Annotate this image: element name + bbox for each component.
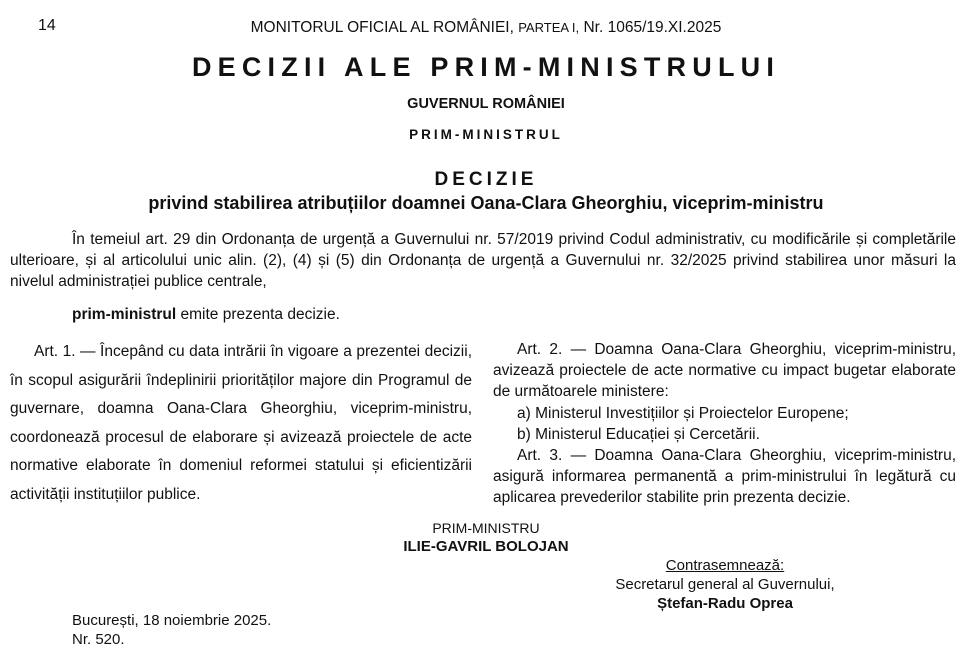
- decision-title: DECIZIE: [434, 169, 538, 190]
- preamble: În temeiul art. 29 din Ordonanța de urgență a Guvernului nr. 57/2019 privind Codul administrativ, cu modificările și completările ulterioare, și al articolului unic alin. (2), (4) și (5) din Ordonanța de urgență a Guvernului nr. 32/2025 privind stabilirea unor măsuri la nivelul administrației publice centrale,: [10, 231, 956, 290]
- right-column: [493, 339, 956, 509]
- decision-number: Nr. 520.: [72, 631, 125, 648]
- section-title: DECIZII ALE PRIM-MINISTRULUI: [191, 52, 781, 82]
- office-heading: PRIM-MINISTRUL: [409, 127, 563, 142]
- government-heading: GUVERNUL ROMÂNIEI: [407, 96, 565, 112]
- countersign-name: Ștefan-Radu Oprea: [657, 595, 793, 612]
- article-2-item-b: b) Ministerul Educației și Cercetării.: [517, 425, 760, 443]
- signature-name: ILIE-GAVRIL BOLOJAN: [403, 538, 569, 555]
- footer-block: [72, 611, 271, 649]
- publication-issue: Nr. 1065/19.XI.2025: [583, 19, 722, 36]
- countersign-label: Contrasemnează:: [665, 557, 785, 574]
- issuer-rest: emite prezenta decizie.: [176, 306, 340, 323]
- issuing-clause: [72, 306, 340, 324]
- article-3: Art. 3. — Doamna Oana-Clara Gheorghiu, viceprim-ministru, asigură informarea permanentă a prim-ministrului în legătură cu aplicarea prevederilor stabilite prin prezenta decizie.: [493, 447, 956, 507]
- decision-subtitle: privind stabilirea atribuțiilor doamnei Oana-Clara Gheorghiu, viceprim-ministru: [148, 193, 824, 213]
- countersign-block: [560, 556, 890, 613]
- running-header: [0, 19, 972, 37]
- article-1: Art. 1. — Începând cu data intrării în vigoare a prezentei decizii, în scopul asigurării îndeplinirii priorităților majore din Programul de guvernare, doamna Oana-Clara Gheorghiu, viceprim-ministru, coordonează procesul de elaborare și avizează proiectele de acte normative elaborate în domeniul reformei statului și eficientizării activității instituțiilor publice.: [10, 343, 472, 503]
- place-date: București, 18 noiembrie 2025.: [72, 612, 272, 629]
- page-number: 14: [38, 17, 56, 34]
- countersign-role: Secretarul general al Guvernului,: [615, 576, 835, 593]
- article-2-item-a: a) Ministerul Investițiilor și Proiectelor Europene;: [517, 404, 849, 422]
- publication-part: PARTEA I,: [518, 20, 580, 35]
- publication-name: MONITORUL OFICIAL AL ROMÂNIEI,: [250, 19, 514, 36]
- signature-title: PRIM-MINISTRU: [432, 520, 540, 536]
- article-2: Art. 2. — Doamna Oana-Clara Gheorghiu, viceprim-ministru, avizează proiectele de acte normative cu impact bugetar elaborate de următoarele ministere:: [493, 341, 956, 401]
- issuer-bold: prim-ministrul: [72, 306, 177, 323]
